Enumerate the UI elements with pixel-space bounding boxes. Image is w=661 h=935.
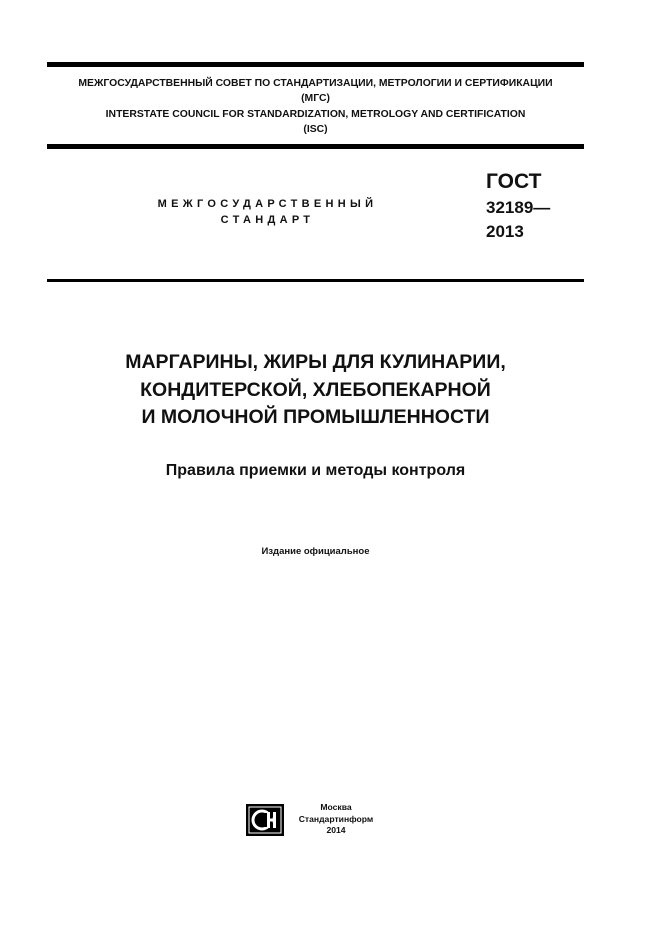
council-abbr-en: (ISC) xyxy=(303,123,328,135)
edition-note: Издание официальное xyxy=(261,546,370,557)
gost-prefix: ГОСТ xyxy=(486,170,542,193)
standard-type-line1: МЕЖГОСУДАРСТВЕННЫЙ xyxy=(157,198,378,210)
lower-divider xyxy=(47,279,584,282)
council-abbr-ru: (МГС) xyxy=(301,93,330,105)
publisher-city: Москва xyxy=(320,802,352,812)
top-divider xyxy=(47,62,584,67)
middle-divider xyxy=(47,144,584,149)
gost-number: 32189— xyxy=(486,198,551,217)
council-header xyxy=(47,76,584,137)
standartinform-logo-icon xyxy=(246,804,284,836)
council-name-en: INTERSTATE COUNCIL FOR STANDARDIZATION, METROLOGY AND CERTIFICATION xyxy=(105,108,526,120)
publisher-year: 2014 xyxy=(326,825,346,835)
gost-designation xyxy=(486,168,550,244)
title-line3: И МОЛОЧНОЙ ПРОМЫШЛЕННОСТИ xyxy=(141,406,490,428)
title-line1: МАРГАРИНЫ, ЖИРЫ ДЛЯ КУЛИНАРИИ, xyxy=(125,351,506,373)
standard-type-label xyxy=(130,196,405,228)
document-title xyxy=(47,349,584,432)
publisher-name: Стандартинформ xyxy=(298,813,374,824)
standard-type-line2: СТАНДАРТ xyxy=(220,214,315,226)
publisher-block xyxy=(288,802,384,837)
council-name-ru: МЕЖГОСУДАРСТВЕННЫЙ СОВЕТ ПО СТАНДАРТИЗАЦИИ, МЕТРОЛОГИИ И СЕРТИФИКАЦИИ xyxy=(78,78,553,89)
document-subtitle: Правила приемки и методы контроля xyxy=(165,462,466,479)
title-line2: КОНДИТЕРСКОЙ, ХЛЕБОПЕКАРНОЙ xyxy=(140,378,491,401)
gost-year: 2013 xyxy=(486,222,524,241)
